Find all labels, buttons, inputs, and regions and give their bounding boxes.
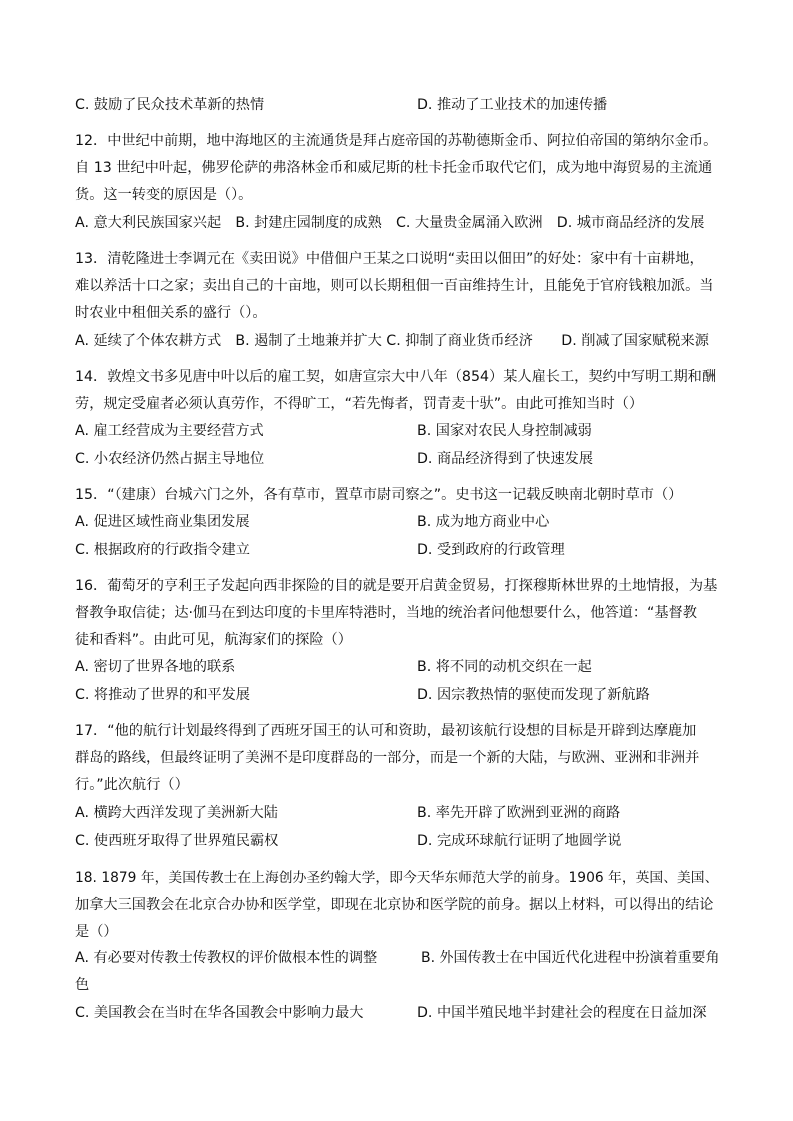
q15-option-a: A. 促进区域性商业集团发展 xyxy=(75,514,250,530)
q12-stem-line-1: 12．中世纪中前期，地中海地区的主流通货是拜占庭帝国的苏勒德斯金币、阿拉伯帝国的第纳尔金币。 xyxy=(75,133,718,149)
q14-option-d: D. 商品经济得到了快速发展 xyxy=(417,451,594,467)
q18-option-b-continued: 色 xyxy=(75,977,90,993)
q13-stem-line-2: 难以养活十口之家；卖出自己的十亩地，则可以长期租佃一百亩维持生计，且能免于官府钱粮加派。当 xyxy=(75,278,714,294)
q15-option-c: C. 根据政府的行政指令建立 xyxy=(75,542,250,558)
q14-option-c: C. 小农经济仍然占据主导地位 xyxy=(75,451,265,467)
q14-stem-line-1: 14．敦煌文书多见唐中叶以后的雇工契，如唐宣宗大中八年（854）某人雇长工，契约中写明工期和酬 xyxy=(75,369,717,385)
q18-option-c: C. 美国教会在当时在华各国教会中影响力最大 xyxy=(75,1005,364,1021)
q16-option-b: B. 将不同的动机交织在一起 xyxy=(417,659,592,675)
q13-stem-line-1: 13．清乾隆进士李调元在《卖田说》中借佃户王某之口说明“卖田以佃田”的好处：家中有十亩耕地， xyxy=(75,251,704,267)
q18-option-b: B. 外国传教士在中国近代化进程中扮演着重要角 xyxy=(421,950,720,966)
q16-stem-line-1: 16．葡萄牙的亨利王子发起向西非探险的目的就是要开启黄金贸易，打探穆斯林世界的土地情报，为基 xyxy=(75,578,718,594)
q11-option-c: C. 鼓励了民众技术革新的热情 xyxy=(75,97,265,113)
q17-option-b: B. 率先开辟了欧洲到亚洲的商路 xyxy=(417,805,621,821)
q16-stem-line-3: 徒和香料”。由此可见，航海家们的探险（） xyxy=(75,632,352,648)
q15-stem-line-1: 15．“（建康）台城六门之外，各有草市，置草市尉司察之”。史书这一记载反映南北朝时草市（） xyxy=(75,487,683,503)
q14-stem-line-2: 劳，规定受雇者必须认真劳作，不得旷工，“若先悔者，罚青麦十驮”。由此可推知当时（） xyxy=(75,396,644,412)
q13-options: A. 延续了个体农耕方式 B. 遏制了土地兼并扩大 C. 抑制了商业货币经济 D. 削减了国家赋税来源 xyxy=(75,333,709,349)
q12-stem-line-3: 货。这一转变的原因是（）。 xyxy=(75,187,253,203)
q16-option-a: A. 密切了世界各地的联系 xyxy=(75,659,236,675)
q18-stem-line-3: 是（） xyxy=(75,924,118,940)
q17-option-a: A. 横跨大西洋发现了美洲新大陆 xyxy=(75,805,278,821)
q18-option-a: A. 有必要对传教士传教权的评价做根本性的调整 xyxy=(75,950,378,966)
q14-option-b: B. 国家对农民人身控制减弱 xyxy=(417,423,592,439)
q12-options: A. 意大利民族国家兴起 B. 封建庄园制度的成熟 C. 大量贵金属涌入欧洲 D. 城市商品经济的发展 xyxy=(75,215,705,231)
q18-stem-line-1: 18. 1879 年，美国传教士在上海创办圣约翰大学，即今天华东师范大学的前身。1906 年，英国、美国、 xyxy=(75,870,719,886)
q13-stem-line-3: 时农业中租佃关系的盛行（）。 xyxy=(75,305,267,321)
q18-option-d: D. 中国半殖民地半封建社会的程度在日益加深 xyxy=(417,1005,707,1021)
q17-stem-line-2: 群岛的路线，但最终证明了美洲不是印度群岛的一部分，而是一个新的大陆，与欧洲、亚洲和非洲并 xyxy=(75,750,700,766)
q11-option-d: D. 推动了工业技术的加速传播 xyxy=(417,97,608,113)
q17-option-c: C. 使西班牙取得了世界殖民霸权 xyxy=(75,833,279,849)
q17-option-d: D. 完成环球航行证明了地圆学说 xyxy=(417,833,622,849)
q15-option-d: D. 受到政府的行政管理 xyxy=(417,542,565,558)
q18-stem-line-2: 加拿大三国教会在北京合办协和医学堂，即现在北京协和医学院的前身。据以上材料，可以得出的结论 xyxy=(75,897,714,913)
q16-option-c: C. 将推动了世界的和平发展 xyxy=(75,687,250,703)
q17-stem-line-3: 行。”此次航行（） xyxy=(75,777,189,793)
q15-option-b: B. 成为地方商业中心 xyxy=(417,514,550,530)
q16-option-d: D. 因宗教热情的驱使而发现了新航路 xyxy=(417,687,650,703)
q16-stem-line-2: 督教争取信徒；达·伽马在到达印度的卡里库特港时，当地的统治者问他想要什么，他答道：“基督教 xyxy=(75,605,697,621)
q14-option-a: A. 雇工经营成为主要经营方式 xyxy=(75,423,264,439)
q17-stem-line-1: 17．“他的航行计划最终得到了西班牙国王的认可和资助，最初该航行设想的目标是开辟到达摩鹿加 xyxy=(75,723,697,739)
q12-stem-line-2: 自 13 世纪中叶起，佛罗伦萨的弗洛林金币和威尼斯的杜卡托金币取代它们，成为地中海贸易的主流通 xyxy=(75,160,713,176)
